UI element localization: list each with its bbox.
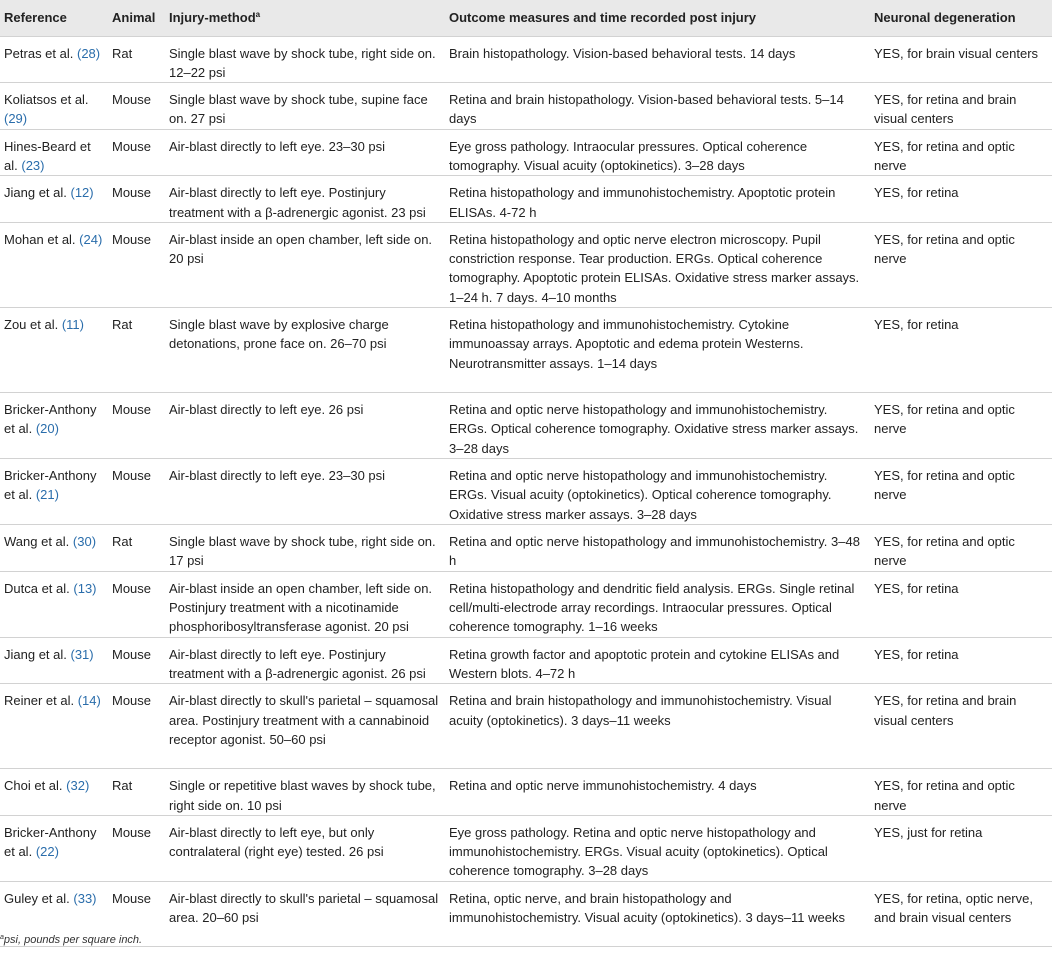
header-footnote-marker: a: [255, 10, 261, 20]
header-outcome: Outcome measures and time recorded post injury: [445, 0, 870, 36]
outcome-cell: Retina and optic nerve immunohistochemistry. 4 days: [445, 769, 870, 816]
injury-method-cell: Single blast wave by shock tube, right side on. 12–22 psi: [165, 36, 445, 83]
injury-method-cell: Air-blast directly to left eye, but only contralateral (right eye) tested. 26 psi: [165, 815, 445, 881]
outcome-cell: Retina and brain histopathology and immunohistochemistry. Visual acuity (optokinetics). 3 days–11 weeks: [445, 684, 870, 769]
injury-method-cell: Single blast wave by explosive charge detonations, prone face on. 26–70 psi: [165, 308, 445, 393]
animal-cell: Mouse: [108, 815, 165, 881]
animal-cell: Mouse: [108, 129, 165, 176]
reference-author: Wang et al.: [4, 534, 70, 550]
reference-cell: [0, 393, 108, 459]
reference-cell: [0, 769, 108, 816]
reference-cell: [0, 525, 108, 572]
injury-method-cell: Air-blast directly to left eye. 26 psi: [165, 393, 445, 459]
injury-method-cell: Air-blast directly to skull's parietal – squamosal area. 20–60 psi: [165, 881, 445, 946]
reference-cell: [0, 222, 108, 307]
animal-cell: Mouse: [108, 637, 165, 684]
table-row: [0, 308, 1052, 393]
table-header: [0, 0, 1052, 36]
reference-cell: [0, 83, 108, 130]
animal-cell: Mouse: [108, 222, 165, 307]
outcome-cell: Retina and optic nerve histopathology and immunohistochemistry. ERGs. Optical coherence tomography. Oxidative stress marker assays. 3–28 days: [445, 393, 870, 459]
table-row: [0, 881, 1052, 946]
injury-method-cell: Air-blast inside an open chamber, left side on. Postinjury treatment with a nicotinamide phosphoribosyltransferase agonist. 20 psi: [165, 571, 445, 637]
degeneration-cell: YES, for retina, optic nerve, and brain visual centers: [870, 881, 1052, 946]
citation-link[interactable]: (14): [77, 693, 101, 709]
degeneration-cell: YES, for retina: [870, 637, 1052, 684]
reference-cell: [0, 571, 108, 637]
reference-author: Bricker-Anthony et al.: [4, 468, 97, 503]
citation-link[interactable]: (29): [4, 111, 28, 127]
degeneration-cell: YES, for retina: [870, 176, 1052, 223]
injury-method-cell: Single blast wave by shock tube, supine face on. 27 psi: [165, 83, 445, 130]
reference-cell: [0, 36, 108, 83]
table-row: [0, 525, 1052, 572]
table-row: [0, 176, 1052, 223]
table-row: [0, 684, 1052, 769]
reference-cell: [0, 684, 108, 769]
reference-author: Bricker-Anthony et al.: [4, 402, 97, 437]
table-row: [0, 36, 1052, 83]
degeneration-cell: YES, for retina and optic nerve: [870, 769, 1052, 816]
injury-method-cell: Single or repetitive blast waves by shock tube, right side on. 10 psi: [165, 769, 445, 816]
animal-cell: Mouse: [108, 83, 165, 130]
reference-author: Hines-Beard et al.: [4, 138, 91, 173]
degeneration-cell: YES, for retina: [870, 308, 1052, 393]
table-row: [0, 769, 1052, 816]
table-row: [0, 815, 1052, 881]
animal-cell: Mouse: [108, 459, 165, 525]
animal-cell: Mouse: [108, 571, 165, 637]
reference-author: Koliatsos et al.: [4, 92, 89, 108]
outcome-cell: Retina growth factor and apoptotic protein and cytokine ELISAs and Western blots. 4–72 h: [445, 637, 870, 684]
table-row: [0, 222, 1052, 307]
table-row: [0, 129, 1052, 176]
citation-link[interactable]: (30): [72, 534, 97, 550]
animal-cell: Mouse: [108, 684, 165, 769]
citation-link[interactable]: (28): [77, 45, 101, 61]
table-footnote: [0, 934, 142, 946]
reference-author: Dutca et al.: [4, 580, 70, 596]
reference-cell: [0, 176, 108, 223]
reference-author: Jiang et al.: [4, 185, 67, 201]
table-row: [0, 83, 1052, 130]
citation-link[interactable]: (24): [79, 231, 103, 247]
footnote-marker: a: [0, 934, 4, 941]
animal-cell: Mouse: [108, 393, 165, 459]
outcome-cell: Retina and optic nerve histopathology and immunohistochemistry. 3–48 h: [445, 525, 870, 572]
animal-cell: Rat: [108, 308, 165, 393]
degeneration-cell: YES, for retina: [870, 571, 1052, 637]
outcome-cell: Eye gross pathology. Intraocular pressures. Optical coherence tomography. Visual acuity (optokinetics). 3–28 days: [445, 129, 870, 176]
citation-link[interactable]: (32): [66, 778, 90, 794]
outcome-cell: Retina and brain histopathology. Vision-based behavioral tests. 5–14 days: [445, 83, 870, 130]
animal-cell: Rat: [108, 769, 165, 816]
header-injury-method: [165, 0, 445, 36]
table-row: [0, 571, 1052, 637]
outcome-cell: Retina histopathology and dendritic field analysis. ERGs. Single retinal cell/multi-electrode array recordings. Intraocular pressures. Optical coherence tomography. 1–16 weeks: [445, 571, 870, 637]
table-row: [0, 459, 1052, 525]
table-row: [0, 393, 1052, 459]
outcome-cell: Retina histopathology and optic nerve electron microscopy. Pupil constriction response. Tear production. ERGs. Optical coherence tomography. Apoptotic protein ELISAs. Oxidative stress marker assays. 1–24 h. 7 days. 4–10 months: [445, 222, 870, 307]
reference-author: Reiner et al.: [4, 693, 75, 709]
reference-author: Bricker-Anthony et al.: [4, 824, 97, 860]
citation-link[interactable]: (33): [73, 890, 97, 906]
table-row: [0, 637, 1052, 684]
injury-method-cell: Air-blast inside an open chamber, left side on. 20 psi: [165, 222, 445, 307]
outcome-cell: Retina, optic nerve, and brain histopathology and immunohistochemistry. Visual acuity (optokinetics). 3 days–11 weeks: [445, 881, 870, 946]
citation-link[interactable]: (22): [35, 844, 59, 860]
animal-cell: Mouse: [108, 176, 165, 223]
reference-author: Zou et al.: [4, 317, 59, 333]
animal-cell: Rat: [108, 525, 165, 572]
reference-author: Jiang et al.: [4, 646, 67, 662]
degeneration-cell: YES, for brain visual centers: [870, 36, 1052, 83]
reference-cell: [0, 308, 108, 393]
reference-cell: [0, 815, 108, 881]
degeneration-cell: YES, for retina and brain visual centers: [870, 684, 1052, 769]
degeneration-cell: YES, just for retina: [870, 815, 1052, 881]
table-body: [0, 36, 1052, 946]
reference-cell: [0, 129, 108, 176]
header-injury-method-label: Injury-method: [169, 10, 256, 26]
citation-link[interactable]: (23): [21, 157, 45, 173]
citation-link[interactable]: (31): [70, 646, 94, 662]
degeneration-cell: YES, for retina and optic nerve: [870, 222, 1052, 307]
injury-method-cell: Air-blast directly to left eye. 23–30 psi: [165, 459, 445, 525]
citation-link[interactable]: (20): [35, 421, 59, 437]
injury-method-cell: Air-blast directly to skull's parietal – squamosal area. Postinjury treatment with a cannabinoid receptor agonist. 50–60 psi: [165, 684, 445, 769]
header-reference: Reference: [0, 0, 108, 36]
outcome-cell: Eye gross pathology. Retina and optic nerve histopathology and immunohistochemistry. ERGs. Visual acuity (optokinetics). Optical coherence tomography. 3–28 days: [445, 815, 870, 881]
header-degeneration: Neuronal degeneration: [870, 0, 1052, 36]
header-animal: Animal: [108, 0, 165, 36]
degeneration-cell: YES, for retina and optic nerve: [870, 459, 1052, 525]
animal-cell: Rat: [108, 36, 165, 83]
injury-method-cell: Air-blast directly to left eye. Postinjury treatment with a β-adrenergic agonist. 26 psi: [165, 637, 445, 684]
reference-cell: [0, 637, 108, 684]
citation-link[interactable]: (11): [61, 317, 84, 333]
degeneration-cell: YES, for retina and brain visual centers: [870, 83, 1052, 130]
reference-author: Petras et al.: [4, 45, 74, 61]
outcome-cell: Retina and optic nerve histopathology and immunohistochemistry. ERGs. Visual acuity (optokinetics). Optical coherence tomography. Oxidative stress marker assays. 3–28 days: [445, 459, 870, 525]
reference-author: Mohan et al.: [4, 231, 76, 247]
reference-cell: [0, 459, 108, 525]
injury-method-cell: Air-blast directly to left eye. Postinjury treatment with a β-adrenergic agonist. 23 psi: [165, 176, 445, 223]
citation-link[interactable]: (13): [73, 580, 97, 596]
citation-link[interactable]: (12): [70, 185, 94, 201]
outcome-cell: Retina histopathology and immunohistochemistry. Apoptotic protein ELISAs. 4-72 h: [445, 176, 870, 223]
degeneration-cell: YES, for retina and optic nerve: [870, 525, 1052, 572]
animal-cell: Mouse: [108, 881, 165, 946]
reference-author: Guley et al.: [4, 890, 70, 906]
footnote-text: psi, pounds per square inch.: [3, 934, 143, 946]
degeneration-cell: YES, for retina and optic nerve: [870, 129, 1052, 176]
outcome-cell: Brain histopathology. Vision-based behavioral tests. 14 days: [445, 36, 870, 83]
reference-author: Choi et al.: [4, 778, 63, 794]
degeneration-cell: YES, for retina and optic nerve: [870, 393, 1052, 459]
header-row: [0, 0, 1052, 36]
citation-link[interactable]: (21): [35, 487, 59, 503]
injury-method-cell: Single blast wave by shock tube, right side on. 17 psi: [165, 525, 445, 572]
outcome-cell: Retina histopathology and immunohistochemistry. Cytokine immunoassay arrays. Apoptotic and edema protein Westerns. Neurotransmitter assays. 1–14 days: [445, 308, 870, 393]
injury-method-cell: Air-blast directly to left eye. 23–30 psi: [165, 129, 445, 176]
